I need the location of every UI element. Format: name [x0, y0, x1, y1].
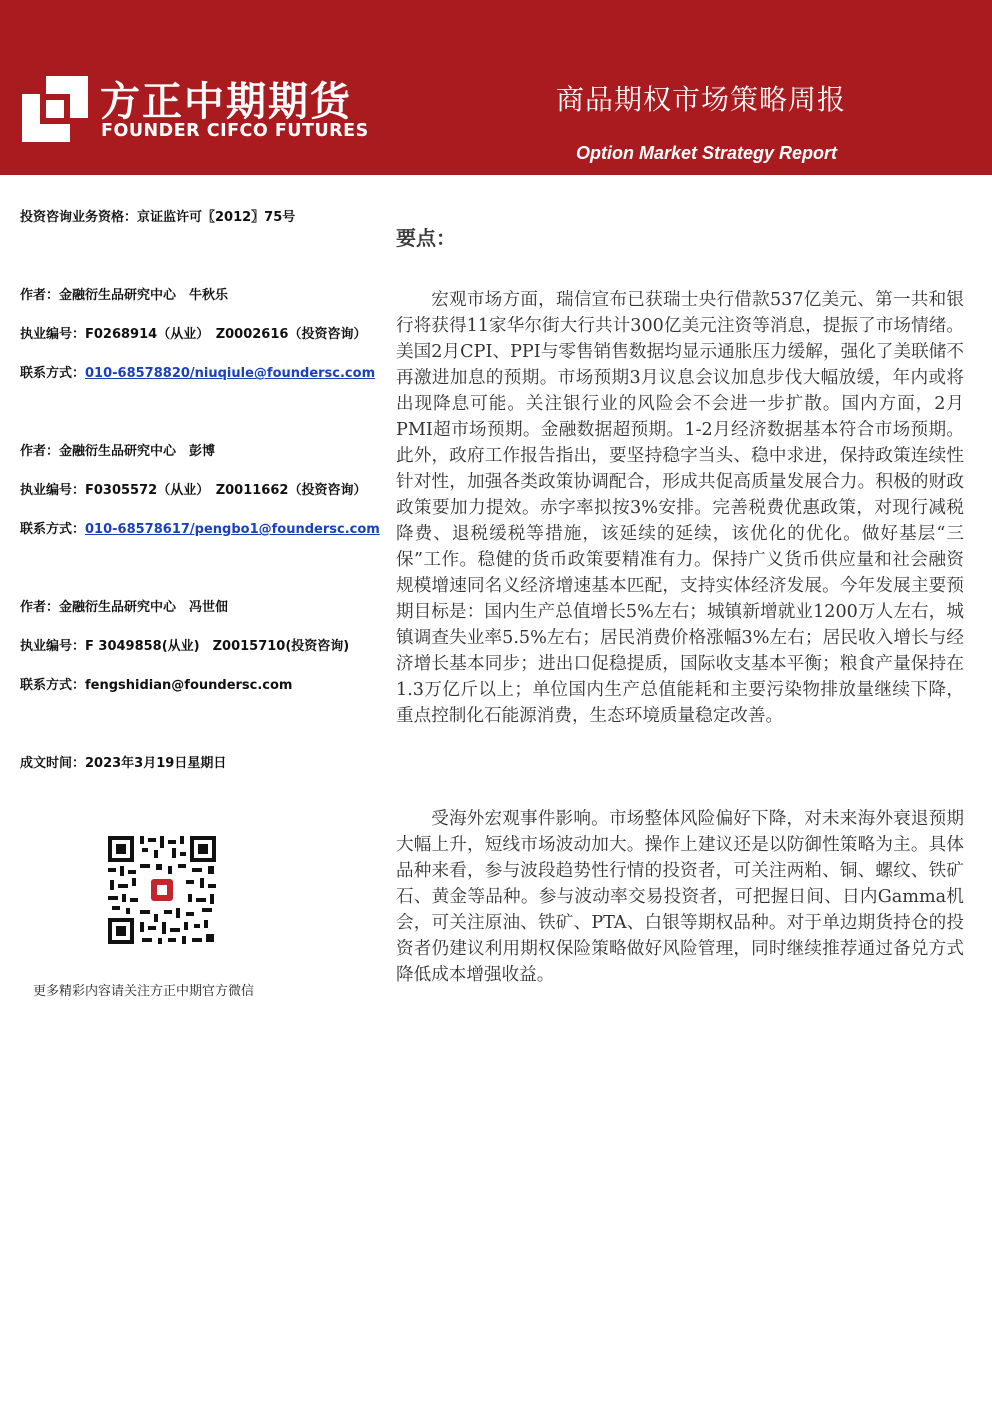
license-number: 执业编号：F 3049858(从业) Z0015710(投资咨询) — [20, 639, 350, 654]
report-title-cn: 商品期权市场策略周报 — [556, 83, 847, 116]
brand-name-en: FOUNDER CIFCO FUTURES — [101, 121, 369, 141]
qr-caption: 更多精彩内容请关注方正中期官方微信 — [33, 984, 255, 999]
header-band — [0, 0, 992, 175]
founder-logo-icon — [22, 76, 88, 142]
contact-email: fengshidian@foundersc.com — [85, 678, 293, 693]
brand-name-cn: 方正中期期货 — [100, 79, 352, 125]
contact-line — [20, 674, 292, 693]
license-number: 执业编号：F0268914（从业） Z0002616（投资咨询） — [20, 327, 367, 342]
author-line: 作者：金融衍生品研究中心 冯世佃 — [20, 600, 229, 615]
qr-code-icon[interactable] — [106, 834, 218, 946]
license-line: 投资咨询业务资格：京证监许可〖2012〗75号 — [20, 210, 296, 225]
key-points-heading: 要点： — [396, 226, 456, 250]
author-line: 作者：金融衍生品研究中心 牛秋乐 — [20, 288, 229, 303]
contact-line — [20, 518, 380, 537]
contact-label: 联系方式： — [20, 678, 86, 693]
contact-label: 联系方式： — [20, 366, 86, 381]
contact-label: 联系方式： — [20, 522, 86, 537]
report-title-en: Option Market Strategy Report — [576, 143, 838, 163]
paragraph-macro: 宏观市场方面，瑞信宣布已获瑞士央行借款537亿美元、第一共和银行将获得11家华尔街大行共计300亿美元注资等消息，提振了市场情绪。美国2月CPI、PPI与零售销售数据均显示通胀压力缓解，强化了美联储不再激进加息的预期。市场预期3月议息会议加息步伐大幅放缓，年内或将出现降息可能。关注银行业的风险会不会进一步扩散。国内方面，2月PMI超市场预期。金融数据超预期。1-2月经济数据基本符合市场预期。此外，政府工作报告指出，要坚持稳字当头、稳中求进，保持政策连续性针对性，加强各类政策协调配合，形成共促高质量发展合力。积极的财政政策要加力提效。赤字率拟按3%安排。完善税费优惠政策，对现行减税降费、退税缓税等措施，该延续的延续，该优化的优化。做好基层“三保”工作。稳健的货币政策要精准有力。保持广义货币供应量和社会融资规模增速同名义经济增速基本匹配，支持实体经济发展。今年发展主要预期目标是：国内生产总值增长5%左右；城镇新增就业1200万人左右，城镇调查失业率5.5%左右；居民消费价格涨幅3%左右；居民收入增长与经济增长基本同步；进出口促稳提质，国际收支基本平衡；粮食产量保持在1.3万亿斤以上；单位国内生产总值能耗和主要污染物排放量继续下降，重点控制化石能源消费，生态环境质量稳定改善。 — [396, 290, 964, 726]
author-line: 作者：金融衍生品研究中心 彭博 — [20, 444, 216, 459]
contact-line — [20, 362, 375, 381]
date-line: 成文时间：2023年3月19日星期日 — [20, 756, 227, 771]
contact-link[interactable]: 010-68578820/niuqiule@foundersc.com — [85, 366, 376, 381]
license-number: 执业编号：F0305572（从业） Z0011662（投资咨询） — [20, 483, 367, 498]
paragraph-strategy: 受海外宏观事件影响。市场整体风险偏好下降，对未来海外衰退预期大幅上升，短线市场波动加大。操作上建议还是以防御性策略为主。具体品种来看，参与波段趋势性行情的投资者，可关注两粕、铜、螺纹、铁矿石、黄金等品种。参与波动率交易投资者，可把握日间、日内Gamma机会，可关注原油、铁矿、PTA、白银等期权品种。对于单边期货持仓的投资者仍建议利用期权保险策略做好风险管理，同时继续推荐通过备兑方式降低成本增强收益。 — [396, 809, 964, 985]
contact-link[interactable]: 010-68578617/pengbo1@foundersc.com — [85, 522, 380, 537]
